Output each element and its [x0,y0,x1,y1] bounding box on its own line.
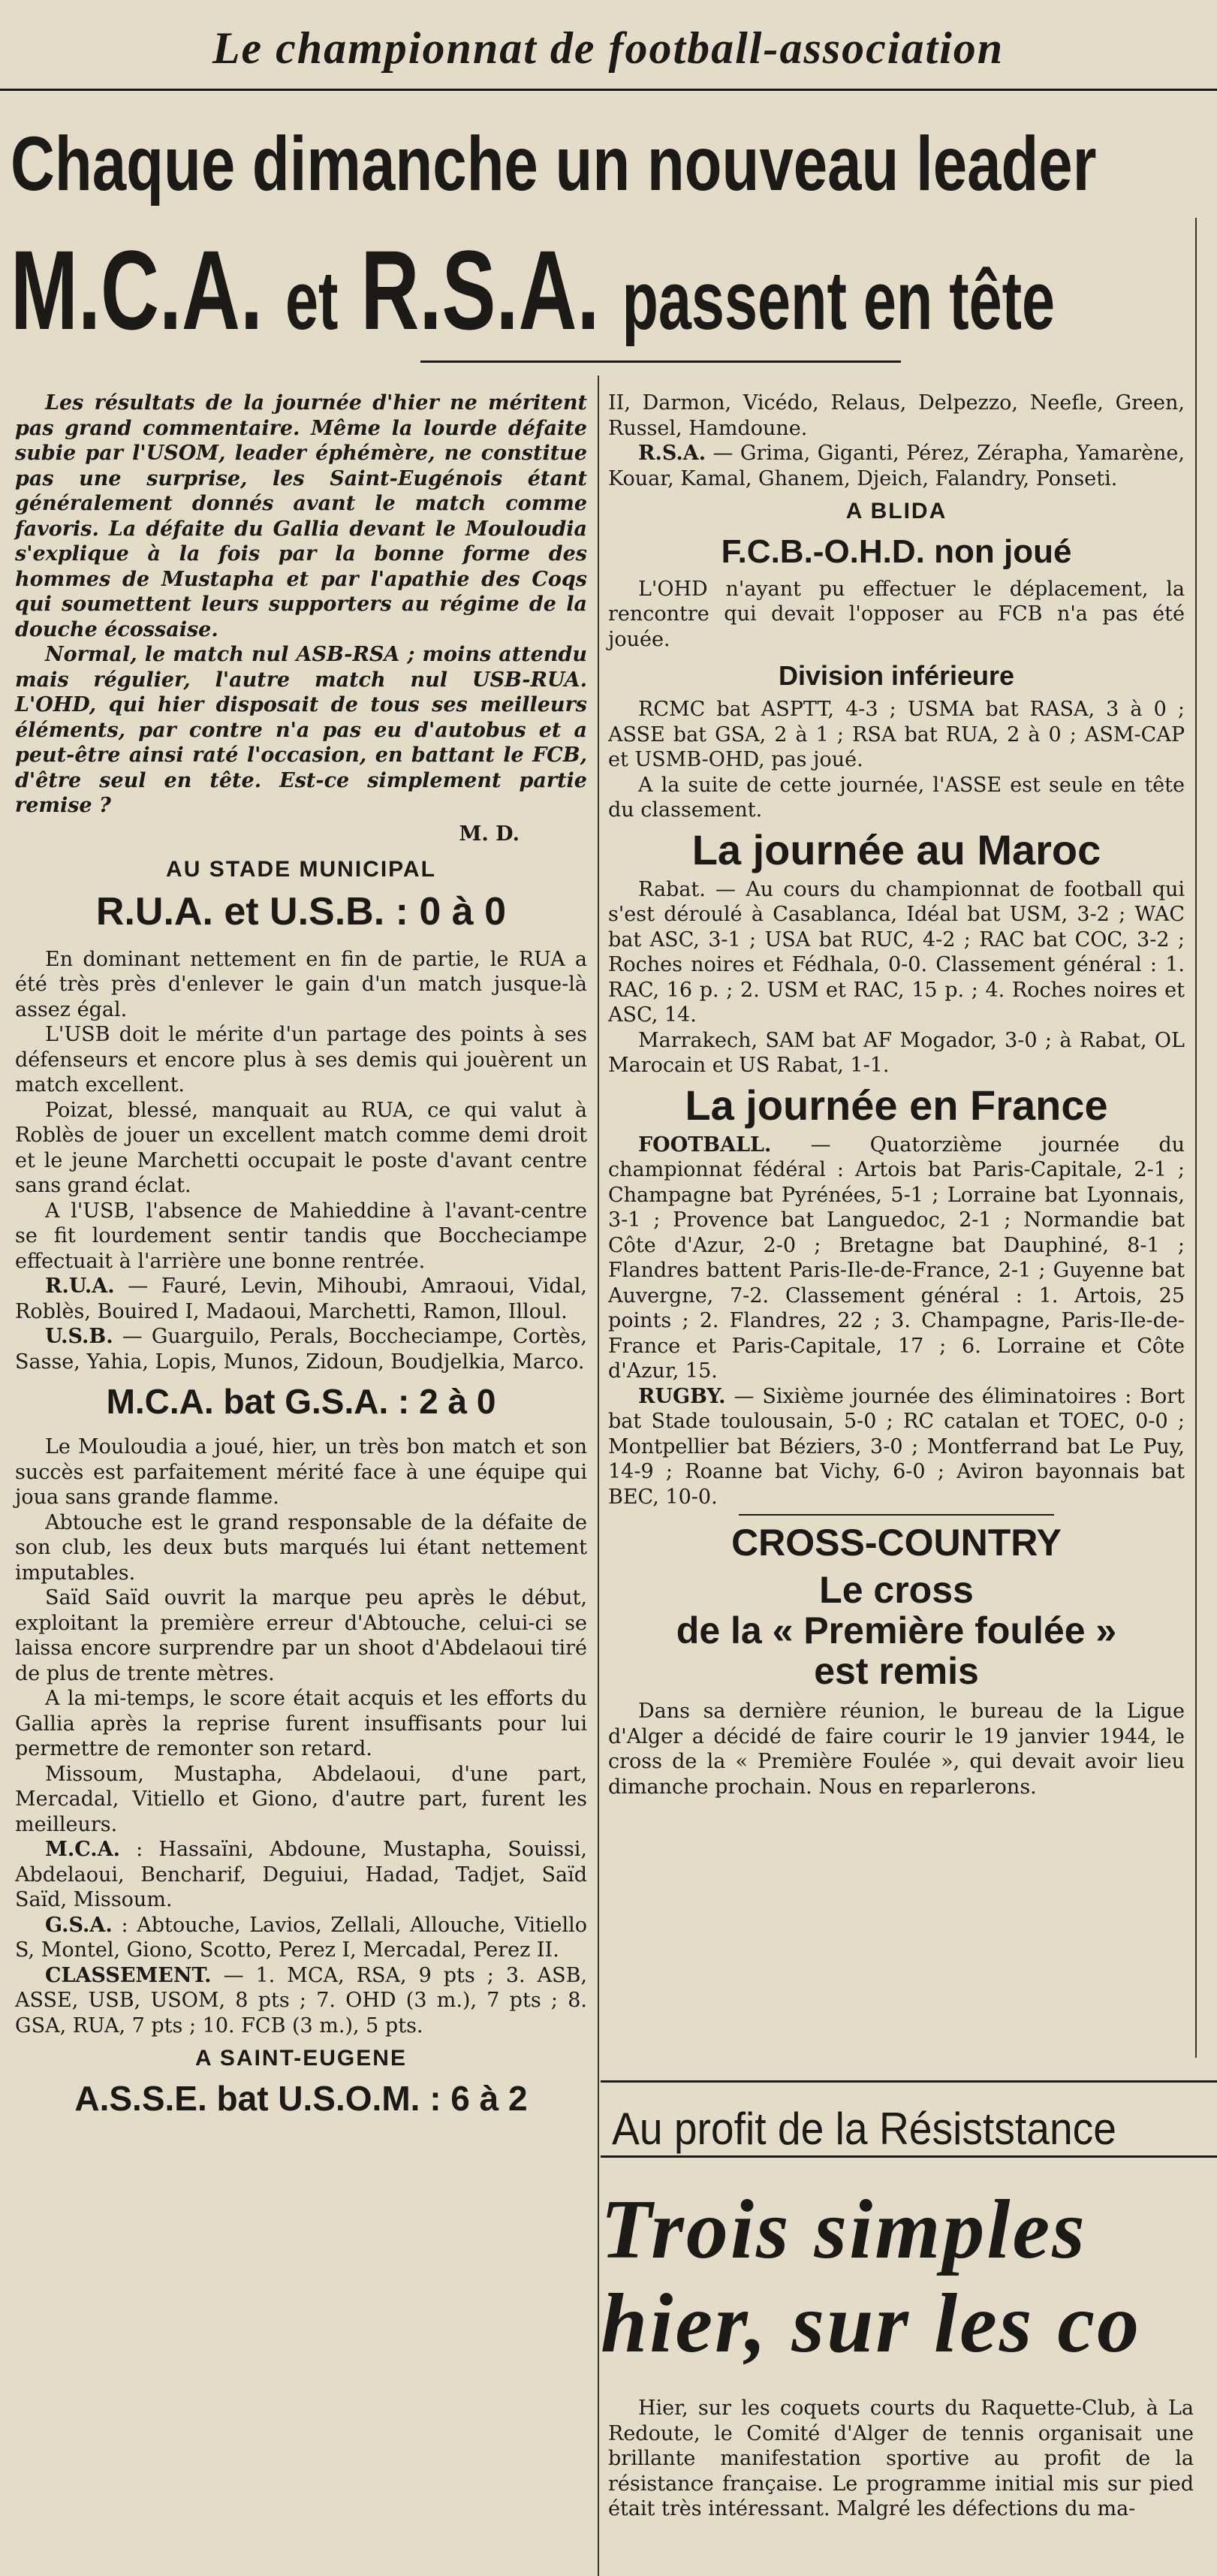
rua-usb-paragraph: A l'USB, l'absence de Mahieddine à l'avant-centre se fit lourdement sentir tandis que Boccheciampe effectuait à l'arrière une bonne rentrée. [15,1199,587,1273]
rua-lineup [15,1274,587,1324]
mca-lineup [15,1837,587,1913]
continued-lineup: II, Darmon, Vicédo, Relaus, Delpezzo, Neefle, Green, Russel, Hamdoune. [608,391,1185,440]
standings [15,1963,587,2039]
division-text-2: A la suite de cette journée, l'ASSE est seule en tête du classement. [608,773,1185,822]
division-text: RCMC bat ASPTT, 4-3 ; USMA bat RASA, 3 à 0 ; ASSE bat GSA, 2 à 1 ; RSA bat RUA, 2 à 0 ; ASM-CAP et USMB-OHD, pas joué. [608,698,1185,771]
rugby-text: — Sixième journée des éliminatoires : Bort bat Stade toulousain, 5-0 ; RC catalan et TOEC, 0-0 ; Montpellier bat Béziers, 3-0 ; Montferrand bat Le Puy, 14-9 ; Roanne bat Vichy, 6-0 ; Aviron bayonnais bat BEC, 10-0. [608,1384,1185,1509]
mca-lineup-label: M.C.A. [45,1838,121,1861]
standings-label: CLASSEMENT. [45,1963,212,1987]
rua-usb-paragraph: En dominant nettement en fin de partie, le RUA a été très près d'enlever le gain d'un match jusque-là assez égal. [15,947,587,1021]
mca-gsa-paragraph: Missoum, Mustapha, Abdelaoui, d'une part, Mercadal, Vitiello et Giono, d'autre part, furent les meilleurs. [15,1762,587,1836]
saint-eugene-label: A SAINT-EUGENE [195,2046,407,2071]
cross-title-1: Le cross [819,1569,974,1611]
mca-gsa-title: M.C.A. bat G.S.A. : 2 à 0 [106,1382,496,1421]
intro-signature: M. D. [459,822,520,846]
blida-title: F.C.B.-O.H.D. non joué [721,532,1072,570]
standings-text: — 1. MCA, RSA, 9 pts ; 3. ASB, ASSE, USB, USOM, 8 pts ; 7. OHD (3 m.), 7 pts ; 8. GSA, RUA, 7 pts ; 10. FCB (3 m.), 5 pts. [15,1963,587,2038]
headline-line-2 [11,225,1055,355]
rugby-label: RUGBY. [638,1384,726,1408]
headline-mca: M.C.A. [11,227,263,353]
usb-lineup-text: — Guarguilo, Perals, Boccheciampe, Cortès, Sasse, Yahia, Lopis, Munos, Zidoun, Boudjelkia, Marco. [15,1325,587,1374]
headline-rsa: R.S.A. [360,227,600,353]
football-text: — Quatorzième journée du championnat fédéral : Artois bat Paris-Capitale, 2-1 ; Champagne bat Pyrénées, 5-1 ; Lorraine bat Lyonnais, 3-1 ; Provence bat Languedoc, 2-1 ; Normandie bat Côte d'Azur, 2-0 ; Bretagne bat Dauphiné, 8-1 ; Flandres battent Paris-Ile-de-France, 2-1 ; Guyenne bat Auvergne, 7-2. Classement général : 1. Artois, 25 points ; 2. Flandres, 22 ; 3. Champagne, Paris-Ile-de-France et Paris-Capitale, 17 ; 6. Lorraine et Côte d'Azur, 15. [608,1133,1185,1383]
gsa-lineup-label: G.S.A. [45,1913,113,1937]
stade-municipal-label: AU STADE MUNICIPAL [166,857,436,882]
rsa-lineup [608,441,1185,491]
maroc-text: Rabat. — Au cours du championnat de football qui s'est déroulé à Casablanca, Idéal bat USM, 3-2 ; WAC bat ASC, 3-1 ; USA bat RUC, 4-2 ; RAC bat COC, 3-2 ; Roches noires et Fédhala, 0-0. Classement général : 1. RAC, 16 p. ; 2. USM et RAC, 15 p. ; 4. Roches noires et ASC, 14. [608,877,1185,1027]
rua-usb-paragraph: Poizat, blessé, manquait au RUA, ce qui valut à Roblès de jouer un excellent match comme demi droit et le jeune Marchetti occupait le poste d'avant centre sans grand éclat. [15,1098,587,1197]
rua-usb-title: R.U.A. et U.S.B. : 0 à 0 [95,889,507,934]
maroc-text-2: Marrakech, SAM bat AF Mogador, 3-0 ; à Rabat, OL Marocain et US Rabat, 1-1. [608,1028,1185,1077]
cross-title-3: est remis [814,1650,979,1692]
column-rule-2 [1195,218,1197,2058]
rua-usb-paragraph: L'USB doit le mérite d'un partage des points à ses défenseurs et encore plus à ses demis qui jouèrent un match excellent. [15,1023,587,1096]
resistance-rule-bottom [601,2155,1217,2158]
cross-rule [739,1514,1054,1516]
france-title: La journée en France [685,1081,1108,1129]
mca-lineup-text: : Hassaïni, Abdoune, Mustapha, Souissi, Abdelaoui, Bencharif, Deguiui, Hadad, Tadjet, Saïd Saïd, Missoum. [15,1838,587,1911]
football-results [608,1133,1185,1384]
rua-lineup-label: R.U.A. [45,1274,115,1298]
headline-rule [420,360,901,363]
mca-gsa-paragraph: Abtouche est le grand responsable de la défaite de son club, les deux buts marqués lui étant nettement imputables. [15,1510,587,1585]
cross-label: CROSS-COUNTRY [731,1522,1062,1564]
headline-line-1: Chaque dimanche un nouveau leader [11,121,1097,207]
resistance-headline-2: hier, sur les co [601,2277,1142,2370]
resistance-article [608,2396,1194,2522]
division-title: Division inférieure [778,660,1015,691]
gsa-lineup-text: : Abtouche, Lavios, Zellali, Allouche, Vitiello S, Montel, Giono, Scotto, Perez I, Mercadal, Perez II. [15,1913,587,1962]
maroc-title: La journée au Maroc [691,825,1101,873]
mca-gsa-paragraph: Le Mouloudia a joué, hier, un très bon match et son succès est parfaitement mérité face à une équipe qui joua sans grande flamme. [15,1435,587,1509]
usb-lineup-label: U.S.B. [45,1325,113,1348]
section-kicker: Le championnat de football-association [212,23,1005,73]
headline-et: et [285,255,339,347]
usb-lineup [15,1324,587,1374]
asse-usom-title: A.S.S.E. bat U.S.O.M. : 6 à 2 [74,2078,528,2118]
rua-lineup-text: — Fauré, Levin, Mihoubi, Amraoui, Vidal, Roblès, Bouired I, Madaoui, Marchetti, Ramon, Illoul. [15,1274,587,1323]
resistance-rule-top [601,2080,1217,2083]
intro-paragraph-2: Normal, le match nul ASB-RSA ; moins attendu mais régulier, l'autre match nul USB-RUA. L'OHD, qui hier disposait de tous ses meilleurs éléments, par contre n'a pas eu d'autobus et a peut-être ainsi raté l'occasion, en battant le FCB, d'être seul en tête. Est-ce simplement partie remise ? [15,643,587,817]
football-label: FOOTBALL. [638,1133,772,1157]
kicker-rule [0,89,1217,91]
column-2 [608,391,1185,1799]
rsa-lineup-label: R.S.A. [638,442,706,465]
headline-passent: passent en tête [622,255,1056,347]
rsa-lineup-text: — Grima, Giganti, Pérez, Zérapha, Yamarène, Kouar, Kamal, Ghanem, Djeich, Falandry, Ponseti. [608,442,1185,490]
gsa-lineup [15,1913,587,1963]
column-rule-1 [598,376,599,2576]
cross-text: Dans sa dernière réunion, le bureau de la Ligue d'Alger a décidé de faire courir le 19 janvier 1944, le cross de la « Première Foulée », qui devait avoir lieu dimanche prochain. Nous en reparlerons. [608,1700,1185,1799]
intro-paragraph-1: Les résultats de la journée d'hier ne méritent pas grand commentaire. Même la lourde défaite subie par l'USOM, leader éphémère, ne constitue pas une surprise, les Saint-Eugénois étant généralement donnés avant le match comme favoris. La défaite du Gallia devant le Mouloudia s'explique à la fois par la bonne forme des hommes de Mustapha et par l'apathie des Coqs qui soumettent leurs supporters au régime de la douche écossaise. [15,391,587,641]
blida-label: A BLIDA [845,499,947,523]
resistance-title: Au profit de la Résiststance [612,2104,1116,2154]
blida-text: L'OHD n'ayant pu effectuer le déplacement, la rencontre qui devait l'opposer au FCB n'a pas été jouée. [608,577,1185,651]
cross-title-2: de la « Première foulée » [676,1609,1117,1651]
rugby-results [608,1384,1185,1510]
column-1 [15,391,587,2131]
resistance-headline-1: Trois simples [601,2183,1087,2276]
mca-gsa-paragraph: A la mi-temps, le score était acquis et les efforts du Gallia après la reprise furent insuffisants pour lui permettre de remonter son retard. [15,1687,587,1760]
mca-gsa-paragraph: Saïd Saïd ouvrit la marque peu après le début, exploitant la première erreur d'Abtouche, celui-ci se laissa encore surprendre par un shoot d'Abdelaoui tiré de plus de trente mètres. [15,1586,587,1685]
resistance-text: Hier, sur les coquets courts du Raquette-Club, à La Redoute, le Comité d'Alger de tennis organisait une brillante manifestation sportive au profit de la résistance française. Le programme initial mis sur pied était très intéressant. Malgré les défections du ma- [608,2397,1194,2520]
